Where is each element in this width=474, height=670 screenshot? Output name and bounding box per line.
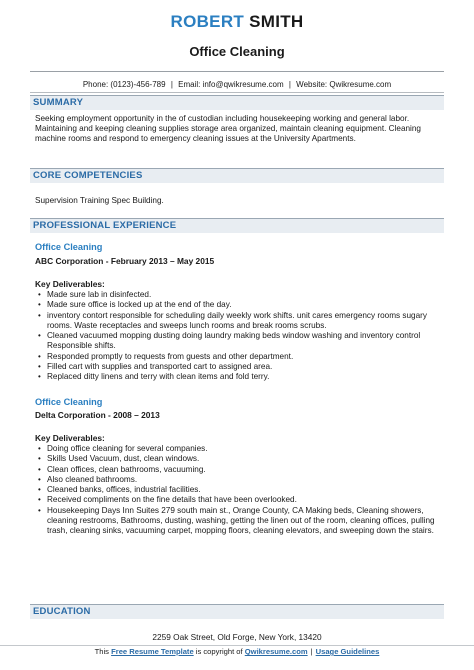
job-company-dates: Delta Corporation - 2008 – 2013 [35, 410, 160, 420]
list-item: • Made sure lab in disinfected. [38, 290, 152, 299]
bullet-icon: • [38, 290, 41, 299]
section-title: PROFESSIONAL EXPERIENCE [33, 220, 177, 231]
list-item: • Clean offices, clean bathrooms, vacuuming. [38, 464, 206, 474]
bullet-icon: • [38, 372, 41, 382]
job-title: Office Cleaning [35, 397, 103, 407]
contact-phone: Phone: (0123)-456-789 [82, 80, 166, 89]
contact-website[interactable]: Website: Qwikresume.com [296, 80, 392, 89]
job-bullet-list [37, 290, 437, 383]
list-item: • Cleaned banks, offices, industrial facilities. [38, 485, 201, 495]
bullet-icon: • [38, 444, 41, 453]
bullet-icon: • [38, 310, 41, 320]
bullet-icon: • [38, 454, 41, 464]
contact-email[interactable]: Email: info@qwikresume.com [178, 80, 284, 89]
list-item: • Received compliments on the fine details that have been overlooked. [38, 495, 297, 505]
job-bullet-list [37, 444, 437, 537]
bullet-icon: • [38, 464, 41, 474]
usage-guidelines-link[interactable]: Usage Guidelines [315, 647, 380, 656]
summary-text: Seeking employment opportunity in the of custodian including housekeeping working and general labor. Maintaining and keeping cleaning supplies storage area organized, maintain cleaning equipment. Cleaning machine rooms and respond to emergency cleaning issues at the University Apartments. [35, 114, 421, 144]
qwikresume-link[interactable]: Qwikresume.com [244, 647, 308, 656]
list-item: • Filled cart with supplies and transported cart to assigned area. [38, 362, 273, 372]
list-item: • Replaced ditty linens and terry with clean items and fold terry. [38, 372, 270, 382]
contact-separator: | [288, 80, 291, 89]
list-item: • Cleaned vacuumed mopping dusting doing laundry making beds window washing and inventory control Responsible shifts. [38, 331, 421, 351]
footer-divider [0, 645, 474, 646]
list-item: • Made sure office is locked up at the end of the day. [38, 300, 232, 310]
bullet-icon: • [38, 485, 41, 495]
section-title: SUMMARY [33, 97, 84, 108]
contact-separator: | [170, 80, 173, 89]
job-title: Office Cleaning [35, 242, 103, 252]
job-company-dates: ABC Corporation - February 2013 – May 2015 [35, 256, 215, 266]
candidate-name [0, 12, 474, 32]
header-divider-top [30, 71, 444, 72]
contact-line [0, 79, 474, 90]
section-title: EDUCATION [33, 606, 91, 617]
resume-title: Office Cleaning [189, 44, 285, 59]
key-deliverables-label: Key Deliverables: [35, 433, 105, 443]
list-item: • Doing office cleaning for several companies. [38, 444, 208, 453]
bullet-icon: • [38, 331, 41, 341]
key-deliverables-label: Key Deliverables: [35, 279, 105, 289]
bullet-icon: • [38, 362, 41, 372]
bullet-icon: • [38, 505, 41, 515]
footer-address: 2259 Oak Street, Old Forge, New York, 13420 [152, 632, 322, 642]
first-name: ROBERT [170, 12, 245, 31]
list-item: • Responded promptly to requests from guests and other department. [38, 351, 294, 361]
footer-prefix: This [94, 647, 112, 656]
list-item: • Skills Used Vacuum, dust, clean windows. [38, 454, 200, 464]
list-item: • Housekeeping Days Inn Suites 279 south main st., Orange County, CA Making beds, Cleaning showers, cleaning restrooms, Bathrooms, dusting, washing, getting the linen out of the room, cleaning offices, pulling trash, cleaning sinks, vacuuming carpet, mopping floors, cleaning elevators, and sweeping down the stairs. [38, 505, 435, 536]
list-item: • Also cleaned bathrooms. [38, 474, 138, 484]
footer-copyright [0, 647, 474, 657]
header-divider-bottom [30, 92, 444, 93]
list-item: • inventory contort responsible for scheduling daily weekly work shifts. unit cares emergency rooms sugary rooms. Waste receptacles and sweeps lunch rooms and break rooms scrubs. [38, 310, 427, 330]
section-header-experience [30, 218, 444, 233]
section-header-education [30, 604, 444, 619]
footer-mid: is copyright of [193, 647, 245, 656]
section-header-competencies [30, 168, 444, 183]
bullet-icon: • [38, 351, 41, 361]
bullet-icon: • [38, 300, 41, 310]
footer-separator: | [310, 647, 313, 656]
bullet-icon: • [38, 495, 41, 505]
last-name: SMITH [249, 12, 304, 31]
section-header-summary [30, 95, 444, 110]
section-title: CORE COMPETENCIES [33, 170, 143, 181]
competencies-text: Supervision Training Spec Building. [35, 196, 164, 205]
free-resume-template-link[interactable]: Free Resume Template [111, 647, 194, 656]
bullet-icon: • [38, 474, 41, 484]
